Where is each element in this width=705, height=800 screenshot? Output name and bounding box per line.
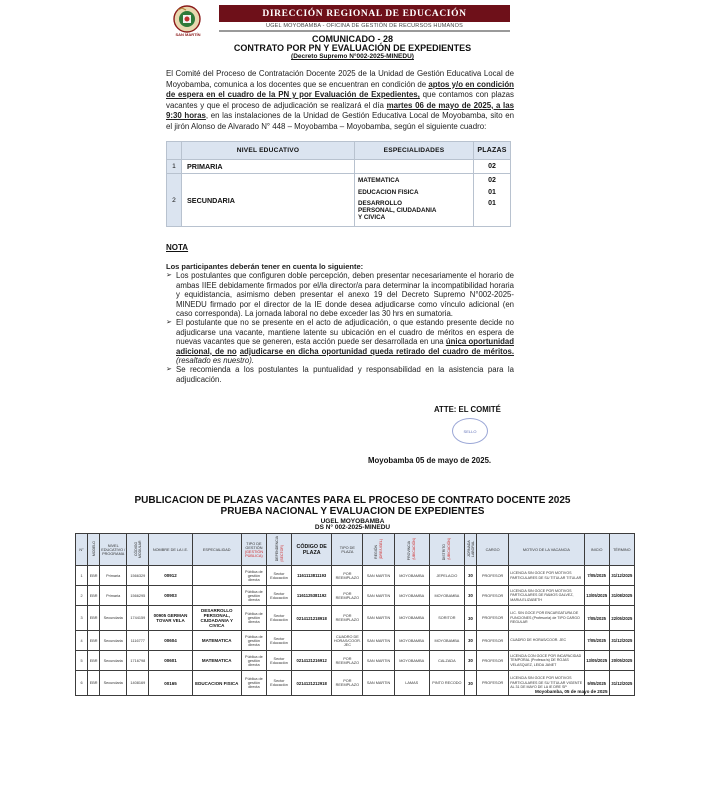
- row-nivel: Secundaria: [100, 631, 127, 651]
- col-n: [76, 534, 88, 566]
- row-cod-mod: 1716798: [127, 651, 149, 671]
- row-cod-mod: 1566295: [127, 586, 149, 606]
- logo-caption: SAN MARTÍN: [175, 32, 201, 37]
- nota-bullet: [166, 365, 514, 384]
- row-distrito: PINTO RECODO: [429, 671, 464, 696]
- table-row: [76, 606, 635, 631]
- row-termino: 22/05/2025: [609, 606, 634, 631]
- nota-bullet-italic: (resaltado es nuestro).: [176, 356, 255, 366]
- row-jornada: 30: [464, 586, 476, 606]
- row-especialidad: MATEMATICA: [192, 651, 241, 671]
- arrow-bullet-icon: ➢: [166, 366, 172, 374]
- signature-atte: ATTE: EL COMITÉ: [434, 405, 501, 414]
- row-motivo: LICENCIA SIN GOCE POR MOTIVOS PARTICULARES DE SU TITULAR VIGENTE AL 31 DE MAYO DE LA IE DRE SP: [509, 671, 584, 696]
- row-plazas: [474, 174, 511, 227]
- publication-decree: DS N° 002-2025-MINEDU: [314, 524, 391, 531]
- row-region: SAN MARTIN: [363, 671, 394, 696]
- row-n: 1: [76, 566, 88, 586]
- row-cargo: PROFESOR: [477, 631, 509, 651]
- header-subbanner: UGEL MOYOBAMBA - OFICINA DE GESTIÓN DE RECURSOS HUMANOS: [266, 23, 463, 29]
- nota-bullet: [166, 271, 514, 318]
- signature-date: Moyobamba 05 de mayo de 2025.: [368, 456, 492, 465]
- row-cod-mod: 1408169: [127, 671, 149, 696]
- row-cod-mod: 1566329: [127, 566, 149, 586]
- row-jornada: 30: [464, 671, 476, 696]
- row-nivel: Secundaria: [100, 606, 127, 631]
- row-especialidad: [192, 586, 241, 606]
- row-provincia: MOYOBAMBA: [394, 606, 429, 631]
- col-motivo-label: MOTIVO DE LA VACANCIA: [522, 547, 570, 552]
- row-modelo: EBR: [88, 566, 100, 586]
- row-codigo-plaza: 1161125381192: [292, 586, 332, 606]
- row-motivo: LICENCIA SIN GOCE POR MOTIVOS PARTICULARES DE RAMOS GALVEZ, MARIA ELIZABETH: [509, 586, 584, 606]
- row-provincia: MOYOBAMBA: [394, 631, 429, 651]
- col-termino: [609, 534, 634, 566]
- row-region: SAN MARTIN: [363, 631, 394, 651]
- col-cod-mod-label: CÓDIGO MODULAR: [133, 540, 142, 558]
- arrow-bullet-icon: ➢: [166, 272, 172, 280]
- col-jornada-label: JORNADA LABORAL: [466, 540, 475, 558]
- row-dependencia: Sector Educación: [266, 671, 291, 696]
- row-cod-mod: 1744159: [127, 606, 149, 631]
- col-cod-mod: [127, 534, 149, 566]
- col-nombre-ie-label: NOMBRE DE LA I.E.: [152, 547, 189, 552]
- row-codigo-plaza: [292, 631, 332, 651]
- arrow-bullet-icon: ➢: [166, 319, 172, 327]
- row-distrito: JEPELACIO: [429, 566, 464, 586]
- nota-bullet: [166, 318, 514, 365]
- row-especialidad: EDUCACION FISICA: [192, 671, 241, 696]
- row-nivel: PRIMARIA: [182, 160, 355, 174]
- row-codigo-plaza: 0214121218918: [292, 606, 332, 631]
- row-cargo: PROFESOR: [477, 651, 509, 671]
- row-inicio: 7/05/2025: [584, 631, 609, 651]
- table-row: [76, 631, 635, 651]
- row-modelo: EBR: [88, 651, 100, 671]
- col-cargo-label: CARGO: [485, 547, 500, 552]
- plazas-table-header: [167, 142, 511, 160]
- vacancies-table: [75, 533, 635, 696]
- row-region: SAN MARTIN: [363, 566, 394, 586]
- col-nivel-label: NIVEL EDUCATIVO / PROGRAMA: [101, 543, 126, 556]
- col-tipo-gestion-label: TIPO DE GESTIÓN: [245, 541, 263, 550]
- row-modelo: EBR: [88, 606, 100, 631]
- col-dependencia-sub: (SECTOR): [279, 544, 284, 562]
- nota-bullet-bold: adjudicarse en dicha oportunidad queda retirado del cuadro de méritos.: [239, 346, 515, 356]
- row-tipo-plaza: POR REEMPLAZO: [332, 566, 363, 586]
- col-tipo-gestion-sub: (GESTIÓN PÚBLICA): [244, 549, 264, 558]
- row-inicio: 13/05/2025: [584, 651, 609, 671]
- row-provincia: MOYOBAMBA: [394, 566, 429, 586]
- row-gestion: Pública de gestión directa: [241, 586, 266, 606]
- row-nivel: Secundaria: [100, 651, 127, 671]
- row-codigo-plaza: 1161113811193: [292, 566, 332, 586]
- row-cargo: PROFESOR: [477, 606, 509, 631]
- especialidad-item: MATEMATICA: [358, 176, 400, 184]
- row-especialidad: MATEMATICA: [192, 631, 241, 651]
- header-divider: [219, 30, 510, 32]
- row-distrito: MOYOBAMBA: [429, 631, 464, 651]
- row-n: 2: [76, 586, 88, 606]
- row-motivo: LICENCIA SIN GOCE POR MOTIVOS PARTICULARES DE SU TITULAR TITULAR: [509, 566, 584, 586]
- row-termino: 31/12/2025: [609, 631, 634, 651]
- row-distrito: CALZADA: [429, 651, 464, 671]
- especialidad-item: DESARROLLO PERSONAL, CIUDADANIA Y CIVICA: [358, 200, 437, 221]
- row-gestion: Pública de gestión directa: [241, 671, 266, 696]
- plazas-item: 02: [488, 176, 496, 184]
- plazas-table: [166, 141, 511, 227]
- row-codigo-plaza: 0214121216912: [292, 651, 332, 671]
- row-provincia: MOYOBAMBA: [394, 651, 429, 671]
- header-plazas: PLAZAS: [474, 142, 511, 160]
- row-tipo-plaza: POR REEMPLAZO: [332, 606, 363, 631]
- col-region: [363, 534, 394, 566]
- col-tipo-gestion: [241, 534, 266, 566]
- col-modelo-label: MODELO: [91, 541, 96, 557]
- communique-decree: (Decreto Supremo N°002-2025-MINEDU): [291, 53, 414, 60]
- row-cargo: PROFESOR: [477, 586, 509, 606]
- para-bold-1: aptos y/o en condición de espera en el cuadro de la PN y por Evaluación de Expedientes,: [166, 79, 514, 99]
- nota-bullet-bold: única oportunidad adicional, de no: [176, 337, 514, 356]
- row-nombre-ie: 00905 GERMAN TOVAR VELA: [149, 606, 192, 631]
- nota-bullet-text: Los postulantes que configuren doble percepción, deben presentar necesariamente el horario de ambas IIEE debidamente firmados por el/la director/a para determinar la incompatibilidad horaria y equidistancia, asimismo deben presentar el anexo 19 del Decreto Supremo N°002-2025-MINEDU firmado por el director de la IE donde desea adjudicarse como vínculo adicional (en caso corresponda). La jornada laboral no debe exceder las 30 hrs en sumatoria.: [176, 271, 514, 319]
- row-n: 6: [76, 671, 88, 696]
- col-distrito: [429, 534, 464, 566]
- col-modelo: [88, 534, 100, 566]
- nota-intro: Los participantes deberán tener en cuenta lo siguiente:: [166, 262, 364, 271]
- col-especialidad-label: ESPECIALIDAD: [202, 547, 231, 552]
- seal-text: SELLO: [463, 428, 477, 434]
- publication-ugel: UGEL MOYOBAMBA: [320, 518, 385, 525]
- regional-crest-logo-icon: [172, 4, 202, 34]
- table-row: [76, 651, 635, 671]
- table-row: [167, 160, 511, 174]
- row-inicio: 9/05/2025: [584, 671, 609, 696]
- table-row: [76, 586, 635, 606]
- row-jornada: 30: [464, 631, 476, 651]
- col-n-label: N°: [79, 547, 84, 552]
- col-nivel: [100, 534, 127, 566]
- row-nombre-ie: 00604: [149, 631, 192, 651]
- col-region-label: REGIÓN: [374, 545, 378, 560]
- row-inicio: 13/05/2025: [584, 586, 609, 606]
- row-distrito: MOYOBAMBA: [429, 586, 464, 606]
- col-inicio: [584, 534, 609, 566]
- nota-bullet-text: El postulante que no se presente en el acto de adjudicación, o que estando presente decide no adjudicarse una vacante, mantiene latente su ubicación en el cuadro de méritos en espera de nuevas vacantes que se generen, esta acción puede ser desarrollada en una: [176, 318, 514, 347]
- nota-section: [166, 262, 514, 384]
- row-num: 2: [167, 174, 182, 227]
- row-termino: 31/12/2025: [609, 566, 634, 586]
- committee-seal-icon: [452, 418, 488, 444]
- nota-heading: NOTA: [166, 243, 189, 252]
- row-tipo-plaza: POR REEMPLAZO: [332, 671, 363, 696]
- row-gestion: Pública de gestión directa: [241, 651, 266, 671]
- row-dependencia: Sector Educación: [266, 631, 291, 651]
- para-text-3: , en las instalaciones de la Unidad de Gestión Educativa Local de Moyobamba, sito en el jirón Alonso de Alvarado N° 448 – Moyobamba – Moyobamba, según el siguiente cuadro:: [166, 111, 514, 131]
- row-tipo-plaza: POR REEMPLAZO: [332, 586, 363, 606]
- row-dependencia: Sector Educación: [266, 606, 291, 631]
- row-termino: 20/05/2025: [609, 651, 634, 671]
- col-distrito-sub: (UBICACIÓN): [447, 538, 452, 560]
- col-jornada: [464, 534, 476, 566]
- col-codigo-plaza-label: CÓDIGO DE PLAZA: [296, 543, 327, 556]
- row-nivel: Primaria: [100, 586, 127, 606]
- row-gestion: Pública de gestión directa: [241, 631, 266, 651]
- row-tipo-plaza: CUADRO DE HORAS/COOR. JEC: [332, 631, 363, 651]
- row-plazas: 02: [474, 160, 511, 174]
- row-termino: 31/08/2025: [609, 586, 634, 606]
- table-row: [167, 174, 511, 227]
- col-termino-label: TÉRMINO: [613, 547, 631, 552]
- row-dependencia: Sector Educación: [266, 586, 291, 606]
- row-num: 1: [167, 160, 182, 174]
- row-nombre-ie: 00903: [149, 586, 192, 606]
- row-codigo-plaza: 0214121212918: [292, 671, 332, 696]
- col-inicio-label: INICIO: [590, 547, 603, 552]
- vacancies-table-header: [76, 534, 635, 566]
- row-especialidades: [355, 174, 474, 227]
- row-modelo: EBR: [88, 671, 100, 696]
- row-provincia: LAMAS: [394, 671, 429, 696]
- row-modelo: EBR: [88, 586, 100, 606]
- plazas-item: 01: [488, 188, 496, 196]
- row-cargo: PROFESOR: [477, 671, 509, 696]
- header-especialidades: ESPECIALIDADES: [355, 142, 474, 160]
- col-provincia: [394, 534, 429, 566]
- communique-number: COMUNICADO - 28: [311, 34, 393, 44]
- row-inicio: 7/05/2025: [584, 566, 609, 586]
- row-jornada: 30: [464, 651, 476, 671]
- row-cod-mod: 1116777: [127, 631, 149, 651]
- publication-title: PUBLICACION DE PLAZAS VACANTES PARA EL PROCESO DE CONTRATO DOCENTE 2025: [134, 495, 571, 506]
- row-provincia: MOYOBAMBA: [394, 586, 429, 606]
- row-dependencia: Sector Educación: [266, 651, 291, 671]
- col-tipo-plaza: [332, 534, 363, 566]
- row-region: SAN MARTIN: [363, 586, 394, 606]
- table-row: [76, 566, 635, 586]
- row-inicio: 7/05/2025: [584, 606, 609, 631]
- row-distrito: SORITOR: [429, 606, 464, 631]
- nota-bullet-text: Se recomienda a los postulantes la puntualidad y responsabilidad en la asistencia para la adjudicación.: [176, 365, 514, 384]
- row-termino: 31/12/2025: [609, 671, 634, 696]
- row-dependencia: Sector Educación: [266, 566, 291, 586]
- row-jornada: 30: [464, 606, 476, 631]
- col-cargo: [477, 534, 509, 566]
- header-nivel: NIVEL EDUCATIVO: [182, 142, 355, 160]
- header-banner: DIRECCIÓN REGIONAL DE EDUCACIÓN: [219, 5, 510, 22]
- row-motivo: LICENCIA CON GOCE POR INCAPACIDAD TEMPORAL (Profesor/a) DE ROJAS VELASQUEZ, LEIDA JANET: [509, 651, 584, 671]
- publication-footer-date: Moyobamba, 05 de mayo de 2025: [535, 689, 608, 694]
- row-jornada: 30: [464, 566, 476, 586]
- row-cargo: PROFESOR: [477, 566, 509, 586]
- row-nivel: Secundaria: [100, 671, 127, 696]
- col-provincia-label: PROVINCIA: [407, 540, 412, 560]
- row-tipo-plaza: POR REEMPLAZO: [332, 651, 363, 671]
- row-n: 5: [76, 651, 88, 671]
- para-text-1: El Comité del Proceso de Contratación Docente 2025 de la Unidad de Gestión Educativa Local de Moyobamba, comunica a los docentes que se encuentran en condición de: [166, 69, 514, 89]
- header-num: [167, 142, 182, 160]
- row-especialidad: [355, 160, 474, 174]
- plazas-item: 01: [488, 200, 496, 207]
- col-motivo: [509, 534, 584, 566]
- col-dependencia: [266, 534, 291, 566]
- col-region-sub: (DRE/UGEL): [379, 538, 384, 560]
- row-nivel: SECUNDARIA: [182, 174, 355, 227]
- row-nombre-ie: 00601: [149, 651, 192, 671]
- communique-title: CONTRATO POR PN Y EVALUACIÓN DE EXPEDIENTES: [233, 43, 472, 53]
- row-motivo: CUADRO DE HORAS/COOR. JEC: [509, 631, 584, 651]
- row-especialidad: [192, 566, 241, 586]
- row-region: SAN MARTIN: [363, 606, 394, 631]
- col-dependencia-label: DEPENDENCIA: [274, 536, 279, 562]
- col-tipo-plaza-label: TIPO DE PLAZA: [339, 545, 355, 554]
- especialidad-item: EDUCACION FISICA: [358, 188, 419, 196]
- vacancies-table-body: [76, 566, 635, 696]
- row-n: 3: [76, 606, 88, 631]
- communique-paragraph: [166, 69, 514, 132]
- col-distrito-label: DISTRITO: [442, 543, 447, 560]
- publication-subtitle: PRUEBA NACIONAL Y EVALUACION DE EXPEDIENTES: [220, 506, 485, 517]
- para-bold-2: martes 06 de mayo de 2025, a las 9:30 horas: [166, 100, 514, 120]
- para-text-2: que contamos con plazas vacantes y que el proceso de adjudicación se realizará el día: [166, 90, 514, 110]
- row-region: SAN MARTIN: [363, 651, 394, 671]
- row-especialidad: DESARROLLO PERSONAL, CIUDADANIA Y CIVICA: [192, 606, 241, 631]
- row-gestion: Pública de gestión directa: [241, 566, 266, 586]
- row-nombre-ie: 00912: [149, 566, 192, 586]
- row-modelo: EBR: [88, 631, 100, 651]
- col-codigo-plaza: [292, 534, 332, 566]
- row-n: 4: [76, 631, 88, 651]
- col-provincia-sub: (UBICACIÓN): [412, 538, 417, 560]
- row-nombre-ie: 00165: [149, 671, 192, 696]
- col-nombre-ie: [149, 534, 192, 566]
- row-gestion: Pública de gestión directa: [241, 606, 266, 631]
- row-motivo: LIC. SIN GOCE POR ENCARGATURA DE FUNCIONES (Profesor/a) de TIPO CARGO REGULAR: [509, 606, 584, 631]
- col-especialidad: [192, 534, 241, 566]
- row-nivel: Primaria: [100, 566, 127, 586]
